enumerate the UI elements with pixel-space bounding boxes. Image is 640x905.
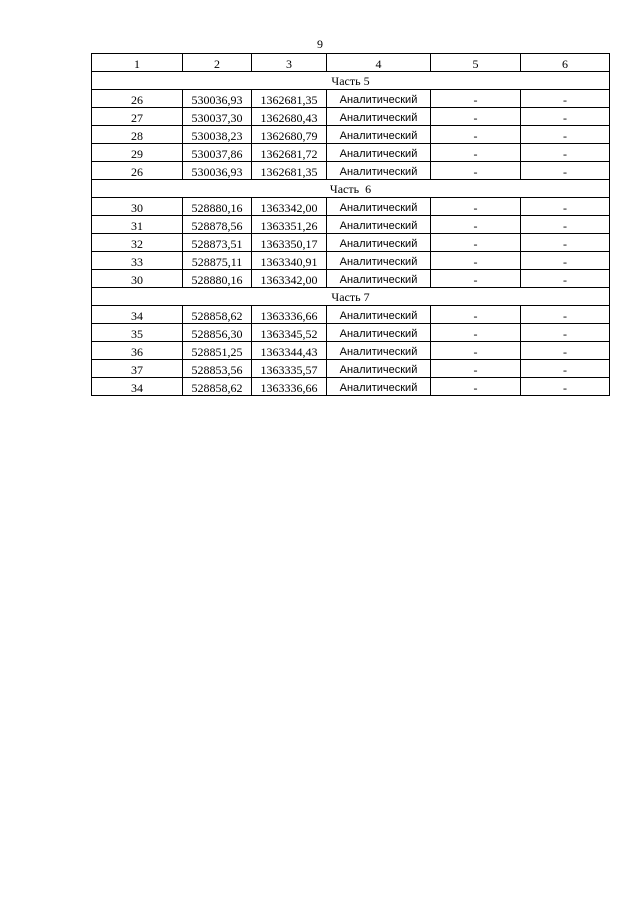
y-coordinate-cell: 1363342,00	[252, 198, 327, 216]
y-coordinate-cell: 1363336,66	[252, 306, 327, 324]
section-row	[92, 288, 610, 306]
y-coordinate-cell: 1362681,35	[252, 90, 327, 108]
column-6-cell: -	[521, 126, 610, 144]
point-number-cell: 26	[92, 90, 183, 108]
point-number-cell: 36	[92, 342, 183, 360]
x-coordinate-cell: 528856,30	[183, 324, 252, 342]
column-6-cell: -	[521, 252, 610, 270]
y-coordinate-cell: 1363351,26	[252, 216, 327, 234]
method-cell: Аналитический	[327, 378, 431, 396]
y-coordinate-cell: 1363342,00	[252, 270, 327, 288]
y-coordinate-cell: 1363340,91	[252, 252, 327, 270]
column-5-cell: -	[431, 378, 521, 396]
x-coordinate-cell: 528875,11	[183, 252, 252, 270]
column-6-cell: -	[521, 162, 610, 180]
y-coordinate-cell: 1362680,79	[252, 126, 327, 144]
point-number-cell: 34	[92, 306, 183, 324]
page-number: 9	[317, 37, 323, 51]
y-coordinate-cell: 1363336,66	[252, 378, 327, 396]
column-6-cell: -	[521, 360, 610, 378]
y-coordinate-cell: 1363335,57	[252, 360, 327, 378]
x-coordinate-cell: 528851,25	[183, 342, 252, 360]
point-number-cell: 32	[92, 234, 183, 252]
y-coordinate-cell: 1363350,17	[252, 234, 327, 252]
method-cell: Аналитический	[327, 162, 431, 180]
point-number-cell: 30	[92, 270, 183, 288]
method-cell: Аналитический	[327, 324, 431, 342]
section-row	[92, 72, 610, 90]
column-5-cell: -	[431, 162, 521, 180]
table-header-row	[92, 54, 610, 72]
table-row	[92, 234, 610, 252]
column-6-cell: -	[521, 108, 610, 126]
x-coordinate-cell: 528858,62	[183, 378, 252, 396]
column-6-cell: -	[521, 90, 610, 108]
method-cell: Аналитический	[327, 360, 431, 378]
method-cell: Аналитический	[327, 90, 431, 108]
header-cell: 6	[521, 54, 610, 72]
column-6-cell: -	[521, 198, 610, 216]
column-6-cell: -	[521, 378, 610, 396]
x-coordinate-cell: 530038,23	[183, 126, 252, 144]
column-6-cell: -	[521, 324, 610, 342]
column-5-cell: -	[431, 252, 521, 270]
point-number-cell: 28	[92, 126, 183, 144]
x-coordinate-cell: 530037,30	[183, 108, 252, 126]
x-coordinate-cell: 528880,16	[183, 198, 252, 216]
method-cell: Аналитический	[327, 342, 431, 360]
column-5-cell: -	[431, 216, 521, 234]
x-coordinate-cell: 530036,93	[183, 162, 252, 180]
column-6-cell: -	[521, 342, 610, 360]
column-5-cell: -	[431, 198, 521, 216]
coordinates-table	[91, 53, 610, 396]
x-coordinate-cell: 530037,86	[183, 144, 252, 162]
section-title: Часть 6	[92, 180, 610, 198]
y-coordinate-cell: 1362680,43	[252, 108, 327, 126]
header-cell: 1	[92, 54, 183, 72]
column-5-cell: -	[431, 90, 521, 108]
column-5-cell: -	[431, 270, 521, 288]
table-row	[92, 216, 610, 234]
table-row	[92, 306, 610, 324]
table-row	[92, 90, 610, 108]
column-6-cell: -	[521, 216, 610, 234]
method-cell: Аналитический	[327, 126, 431, 144]
column-5-cell: -	[431, 306, 521, 324]
column-5-cell: -	[431, 234, 521, 252]
point-number-cell: 34	[92, 378, 183, 396]
column-5-cell: -	[431, 144, 521, 162]
x-coordinate-cell: 528880,16	[183, 270, 252, 288]
x-coordinate-cell: 530036,93	[183, 90, 252, 108]
table-row	[92, 126, 610, 144]
column-5-cell: -	[431, 126, 521, 144]
table-row	[92, 360, 610, 378]
point-number-cell: 33	[92, 252, 183, 270]
y-coordinate-cell: 1363345,52	[252, 324, 327, 342]
method-cell: Аналитический	[327, 108, 431, 126]
table-row	[92, 252, 610, 270]
column-5-cell: -	[431, 108, 521, 126]
table-row	[92, 162, 610, 180]
section-row	[92, 180, 610, 198]
point-number-cell: 27	[92, 108, 183, 126]
x-coordinate-cell: 528873,51	[183, 234, 252, 252]
header-cell: 2	[183, 54, 252, 72]
method-cell: Аналитический	[327, 216, 431, 234]
x-coordinate-cell: 528878,56	[183, 216, 252, 234]
method-cell: Аналитический	[327, 306, 431, 324]
method-cell: Аналитический	[327, 252, 431, 270]
header-cell: 5	[431, 54, 521, 72]
column-6-cell: -	[521, 270, 610, 288]
y-coordinate-cell: 1362681,35	[252, 162, 327, 180]
method-cell: Аналитический	[327, 144, 431, 162]
column-6-cell: -	[521, 234, 610, 252]
table-row	[92, 324, 610, 342]
method-cell: Аналитический	[327, 270, 431, 288]
x-coordinate-cell: 528858,62	[183, 306, 252, 324]
point-number-cell: 31	[92, 216, 183, 234]
point-number-cell: 37	[92, 360, 183, 378]
column-5-cell: -	[431, 324, 521, 342]
column-6-cell: -	[521, 306, 610, 324]
y-coordinate-cell: 1363344,43	[252, 342, 327, 360]
table-row	[92, 144, 610, 162]
point-number-cell: 26	[92, 162, 183, 180]
y-coordinate-cell: 1362681,72	[252, 144, 327, 162]
table-row	[92, 270, 610, 288]
section-title: Часть 5	[92, 72, 610, 90]
table-row	[92, 342, 610, 360]
column-5-cell: -	[431, 342, 521, 360]
table-row	[92, 108, 610, 126]
table-row	[92, 378, 610, 396]
header-cell: 4	[327, 54, 431, 72]
point-number-cell: 30	[92, 198, 183, 216]
x-coordinate-cell: 528853,56	[183, 360, 252, 378]
method-cell: Аналитический	[327, 234, 431, 252]
table-row	[92, 198, 610, 216]
point-number-cell: 35	[92, 324, 183, 342]
section-title: Часть 7	[92, 288, 610, 306]
method-cell: Аналитический	[327, 198, 431, 216]
column-6-cell: -	[521, 144, 610, 162]
column-5-cell: -	[431, 360, 521, 378]
point-number-cell: 29	[92, 144, 183, 162]
header-cell: 3	[252, 54, 327, 72]
